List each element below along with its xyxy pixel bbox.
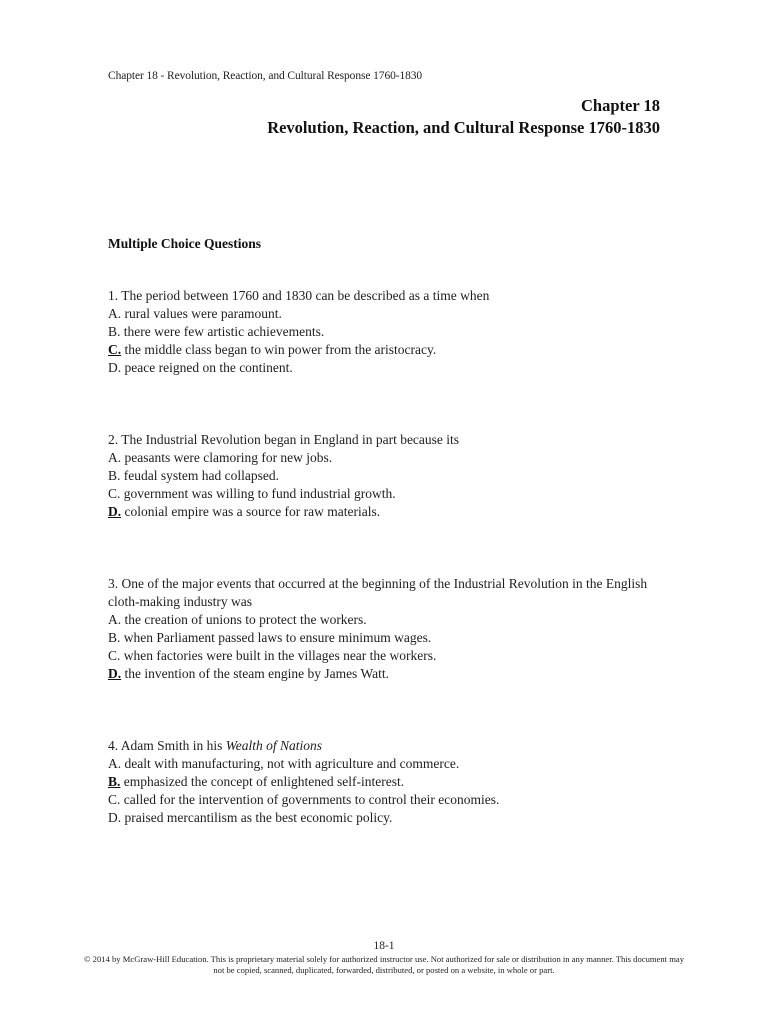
question-1 — [108, 287, 668, 377]
option-b — [108, 773, 668, 791]
option-letter: B. — [108, 468, 121, 483]
page-footer — [0, 940, 768, 976]
option-d — [108, 359, 668, 377]
option-d — [108, 665, 668, 683]
option-text: when Parliament passed laws to ensure minimum wages. — [120, 630, 432, 645]
option-text: the middle class began to win power from the aristocracy. — [121, 342, 437, 357]
option-letter: A. — [108, 450, 122, 465]
chapter-subtitle: Revolution, Reaction, and Cultural Response 1760-1830 — [267, 118, 660, 137]
option-c — [108, 647, 668, 665]
option-letter: A. — [108, 612, 122, 627]
option-c — [108, 791, 668, 809]
option-a — [108, 305, 668, 323]
option-text: government was willing to fund industrial growth. — [120, 486, 396, 501]
question-stem: 3. One of the major events that occurred at the beginning of the Industrial Revolution in the English cloth-making industry was — [108, 576, 648, 609]
option-text: praised mercantilism as the best economic policy. — [121, 810, 393, 825]
option-text: called for the intervention of governments to control their economies. — [120, 792, 500, 807]
option-text: colonial empire was a source for raw materials. — [121, 504, 381, 519]
option-letter: C. — [108, 486, 121, 501]
question-stem-prefix: 4. Adam Smith in his — [108, 738, 226, 753]
option-text: emphasized the concept of enlightened self-interest. — [120, 774, 405, 789]
option-text: there were few artistic achievements. — [120, 324, 325, 339]
option-letter: D. — [108, 360, 122, 375]
option-letter: A. — [108, 756, 122, 771]
option-text: when factories were built in the villages near the workers. — [120, 648, 437, 663]
option-a — [108, 611, 668, 629]
option-b — [108, 467, 668, 485]
question-stem: 1. The period between 1760 and 1830 can be described as a time when — [108, 288, 490, 303]
correct-answer-letter: D. — [108, 666, 122, 681]
correct-answer-letter: C. — [108, 342, 122, 357]
option-text: peasants were clamoring for new jobs. — [121, 450, 333, 465]
option-c — [108, 485, 668, 503]
option-letter: A. — [108, 306, 122, 321]
option-text: dealt with manufacturing, not with agriculture and commerce. — [121, 756, 460, 771]
option-b — [108, 323, 668, 341]
chapter-title-block — [267, 95, 660, 139]
chapter-number: Chapter 18 — [581, 96, 660, 115]
option-letter: D. — [108, 810, 122, 825]
option-d — [108, 503, 668, 521]
question-2 — [108, 431, 668, 521]
option-text: the creation of unions to protect the workers. — [121, 612, 367, 627]
correct-answer-letter: D. — [108, 504, 122, 519]
option-a — [108, 449, 668, 467]
question-4 — [108, 737, 668, 827]
option-letter: C. — [108, 792, 121, 807]
option-letter: B. — [108, 630, 121, 645]
book-title: Wealth of Nations — [225, 738, 323, 753]
option-letter: B. — [108, 324, 121, 339]
option-text: feudal system had collapsed. — [120, 468, 279, 483]
option-text: the invention of the steam engine by James Watt. — [121, 666, 389, 681]
copyright-notice: © 2014 by McGraw-Hill Education. This is proprietary material solely for authorized instructor use. Not authorized for sale or distribution in any manner. This document may not be copied, scanned, duplicated, forwarded, distributed, or posted on a website, in whole or part. — [84, 954, 684, 975]
question-3 — [108, 575, 668, 683]
section-heading: Multiple Choice Questions — [108, 236, 262, 251]
option-c — [108, 341, 668, 359]
page-number: 18-1 — [373, 940, 395, 952]
correct-answer-letter: B. — [108, 774, 121, 789]
option-d — [108, 809, 668, 827]
option-text: peace reigned on the continent. — [121, 360, 293, 375]
question-stem: 2. The Industrial Revolution began in England in part because its — [108, 432, 460, 447]
option-a — [108, 755, 668, 773]
option-letter: C. — [108, 648, 121, 663]
running-header: Chapter 18 - Revolution, Reaction, and Cultural Response 1760-1830 — [108, 70, 423, 82]
question-stem — [108, 737, 668, 755]
option-text: rural values were paramount. — [121, 306, 282, 321]
option-b — [108, 629, 668, 647]
